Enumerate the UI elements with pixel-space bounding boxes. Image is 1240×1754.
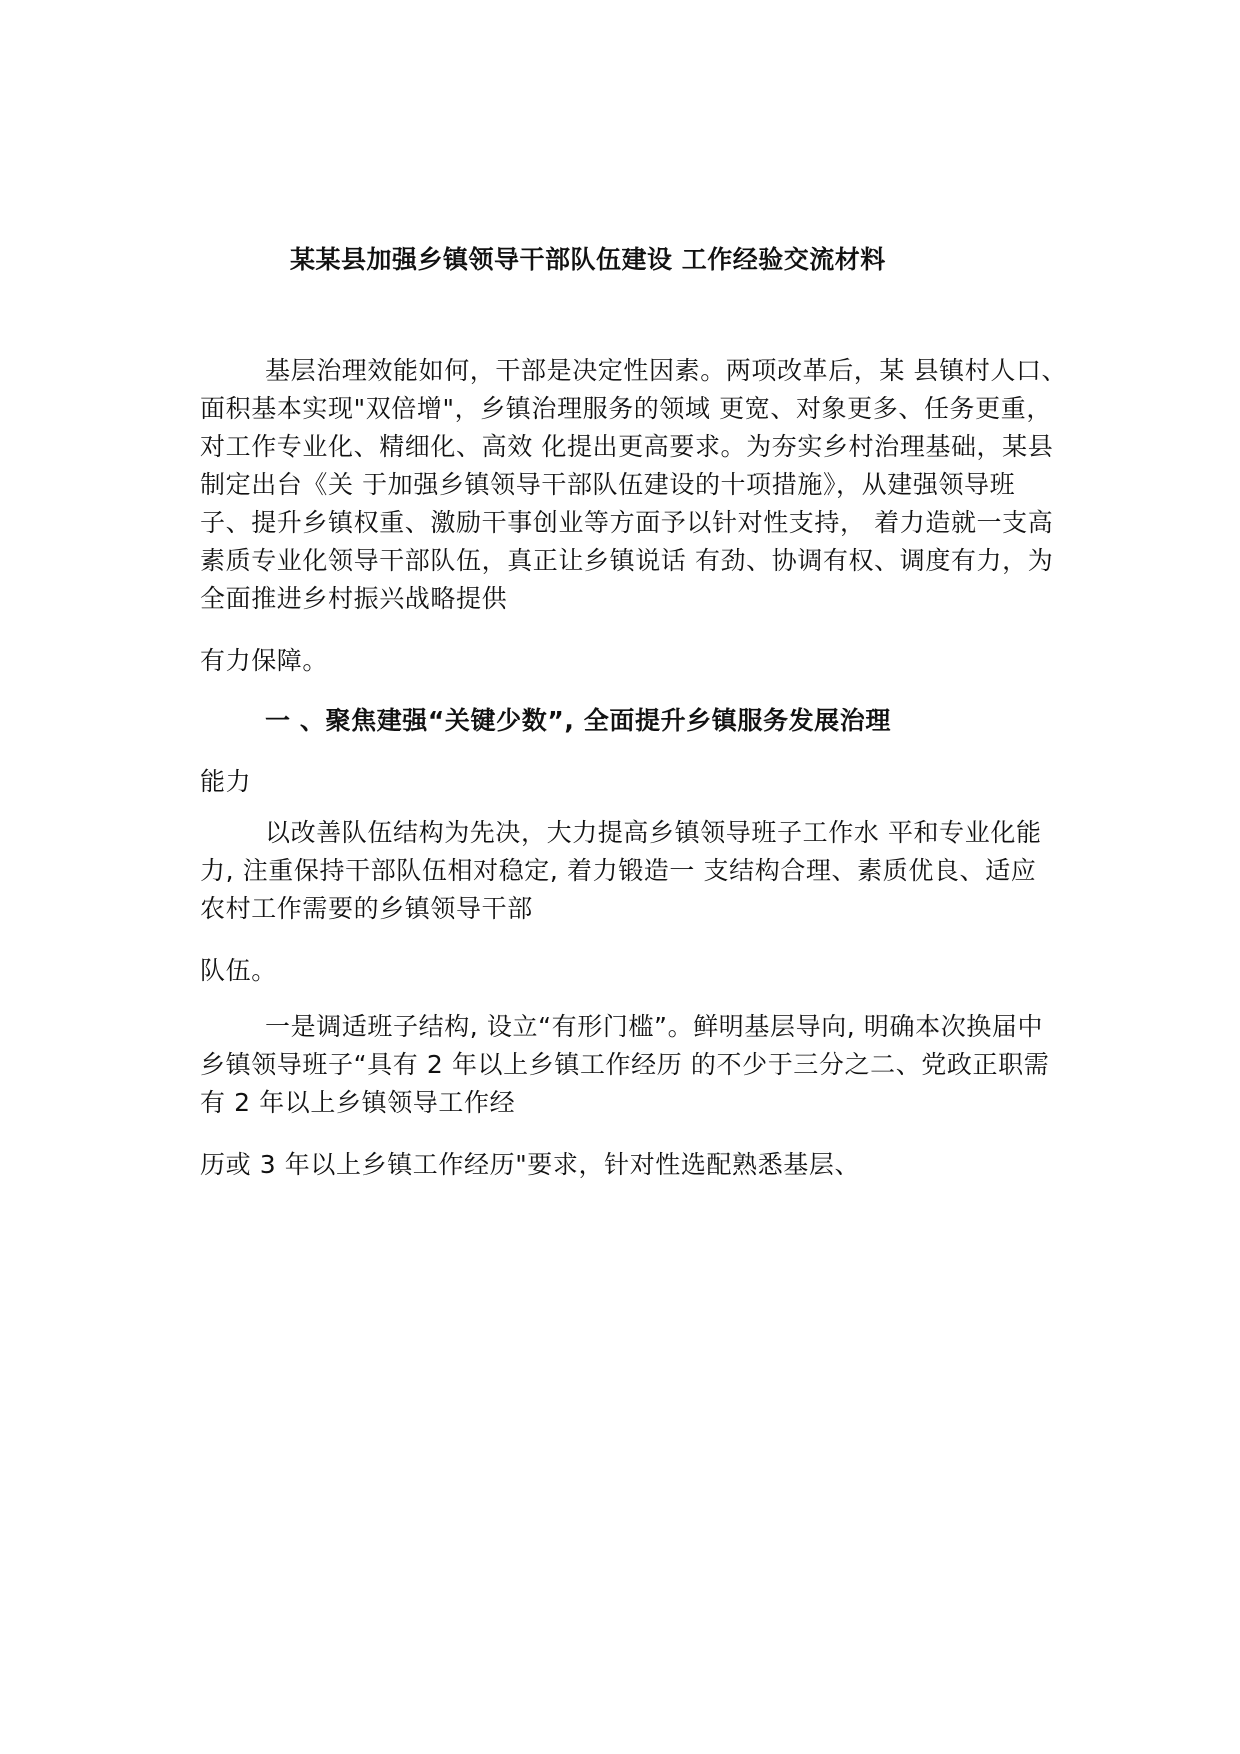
- para2-line-3: 农村工作需要的乡镇领导干部: [200, 894, 533, 923]
- para2-line-1: 以改善队伍结构为先决，大力提高乡镇领导班子工作水 平和专业化能: [265, 818, 1042, 847]
- para2-end-line: 队伍。: [200, 956, 277, 985]
- intro-line-6: 素质专业化领导干部队伍，真正让乡镇说话 有劲、协调有权、调度有力，为: [200, 546, 1054, 575]
- intro-line-2: 面积基本实现"双倍增"，乡镇治理服务的领域 更宽、对象更多、任务更重，: [200, 394, 1052, 423]
- intro-line-1: 基层治理效能如何，干部是决定性因素。两项改革后，某 县镇村人口、: [265, 356, 1068, 385]
- section-heading-end: 能力: [200, 767, 252, 796]
- para3-end-line: 历或 3 年以上乡镇工作经历"要求，针对性选配熟悉基层、: [200, 1150, 861, 1179]
- para3-line-2: 乡镇领导班子“具有 2 年以上乡镇工作经历 的不少于三分之二、党政正职需: [200, 1050, 1050, 1079]
- para3-line-1: 一是调适班子结构, 设立“有形门槛”。鲜明基层导向, 明确本次换届中: [265, 1012, 1044, 1041]
- document-title: 某某县加强乡镇领导干部队伍建设 工作经验交流材料: [290, 245, 886, 274]
- intro-end-line: 有力保障。: [200, 646, 329, 675]
- section-heading: 一 、聚焦建强“关键少数”, 全面提升乡镇服务发展治理: [265, 706, 891, 735]
- intro-line-3: 对工作专业化、精细化、高效 化提出更高要求。为夯实乡村治理基础，某县: [200, 432, 1054, 461]
- intro-line-4: 制定出台《关 于加强乡镇领导干部队伍建设的十项措施》，从建强领导班: [200, 470, 1016, 499]
- intro-line-5: 子、提升乡镇权重、激励干事创业等方面予以针对性支持， 着力造就一支高: [200, 508, 1054, 537]
- para3-line-3: 有 2 年以上乡镇领导工作经: [200, 1088, 516, 1117]
- para2-line-2: 力, 注重保持干部队伍相对稳定, 着力锻造一 支结构合理、素质优良、适应: [200, 856, 1037, 885]
- intro-line-7: 全面推进乡村振兴战略提供: [200, 584, 508, 613]
